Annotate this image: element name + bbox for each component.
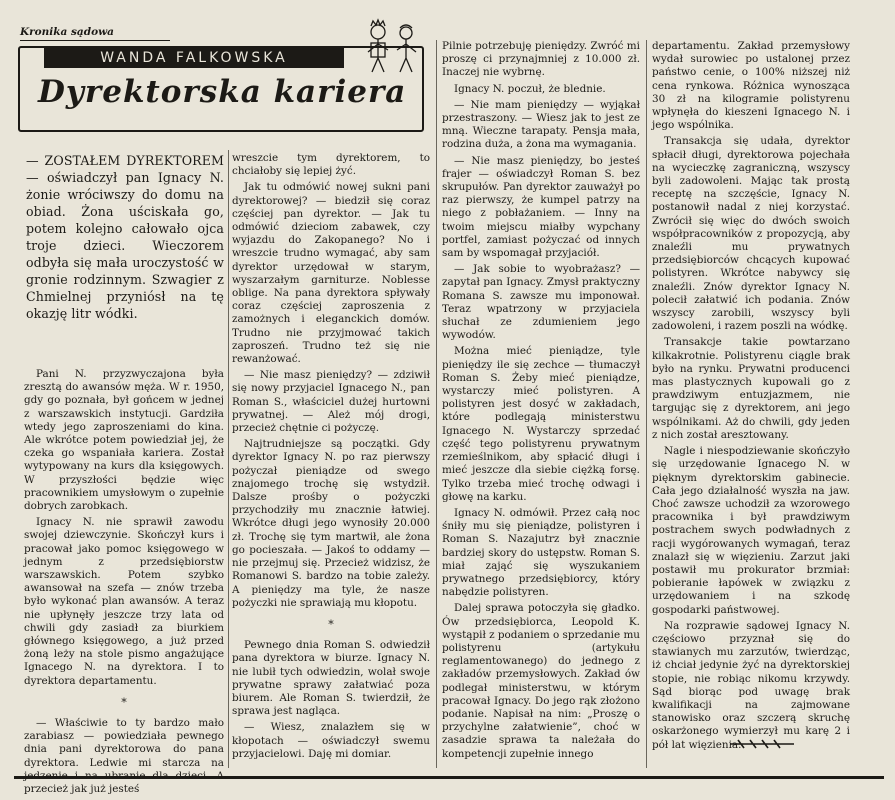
paragraph: — Nie masz pieniędzy, bo jesteś frajer — oświadczył Roman S. bez skrupułów. Pan dyrektor zauważył po raz pierwszy, że kumpel patrzy na niego z pobłażaniem. — Inny na twoim miejscu miałby wypchany portfel, zamiast pożyczać od innych sam by wspomagał przyjaciół. bbox=[442, 154, 640, 260]
section-separator: * bbox=[121, 695, 127, 709]
column-4 bbox=[652, 40, 850, 764]
bottom-rule bbox=[14, 776, 884, 779]
paragraph: Można mieć pieniądze, tyle pieniędzy ile się zechce — tłumaczył Roman S. Żeby mieć pieniądze, wystarczy mieć polistyren. A polistyren jest dosyć w zakładach, które podlegają ministerstwu Ignacego N. Wystarczy sprzedać część tego polistyrenu prywatnym rzemieślnikom, aby spłacić długi i mieć jeszcze dla siebie ciężką forsę. Tylko trzeba mieć trochę odwagi i głowę na karku. bbox=[442, 345, 640, 503]
column-2 bbox=[232, 152, 430, 768]
paragraph: — Nie mam pieniędzy — wyjąkał przestraszony. — Wiesz jak to jest ze mną. Wieczne tarapaty. Pensja mała, rodzina duża, a żona ma wymagania. bbox=[442, 98, 640, 151]
column-divider-1 bbox=[228, 150, 229, 768]
paragraph: Transakcja się udała, dyrektor spłacił długi, dyrektorowa pojechała na wycieczkę zagraniczną, wszyscy byli zadowoleni. Mając tak prostą receptę na szczęście, Ignacy N. postanowił nadal z niej korzystać. Zwrócił się więc do dwóch swoich współpracowników z propozycją, aby znaleźli mu prywatnych przedsiębiorców chcących kupować polistyren. Wkrótce nabywcy się znaleźli. Znów dyrektor Ignacy N. polecił załatwić ich podania. Znów wszyscy zarobili, wszyscy byli zadowoleni, i razem poszli na wódkę. bbox=[652, 135, 850, 333]
paragraph: Pewnego dnia Roman S. odwiedził pana dyrektora w biurze. Ignacy N. nie lubił tych odwiedzin, wolał swoje prywatne sprawy załatwiać poza biurem. Ale Roman S. twierdził, że sprawa jest nagląca. bbox=[232, 639, 430, 718]
paragraph: Dalej sprawa potoczyła się gładko. Ów przedsiębiorca, Leopold K. wystąpił z podaniem o sprzedanie mu polistyrenu (artykułu reglamentowanego) do jednego z zakładów przemysłowych. Zakład ów podlegał ministerstwu, w którym pracował Ignacy. Do jego rąk złożono podanie. Napisał na nim: „Proszę o przychylne załatwienie”, choć w zasadzie sprawa ta należała do kompetencji zupełnie innego bbox=[442, 602, 640, 760]
paragraph: wreszcie tym dyrektorem, to chciałoby się lepiej żyć. bbox=[232, 152, 430, 178]
article-title: Dyrektorska kariera bbox=[38, 74, 407, 110]
article-lead: — ZOSTAŁEM DYREKTOREM — oświadczył pan Ignacy N. żonie wróciwszy do domu na obiad. Żona uściskała go, potem kolejno całowało ojca troje dzieci. Wieczorem odbyła się mała uroczystość w gronie rodzinnym. Szwagier z Chmielnej przyniósł na tę okazję litr wódki. bbox=[26, 153, 224, 321]
column-divider-3 bbox=[646, 40, 647, 768]
paragraph: — Nie masz pieniędzy? — zdziwił się nowy przyjaciel Ignacego N., pan Roman S., właściciel dużej hurtowni prywatnej. — Ależ mój drogi, przecież chętnie ci pożyczę. bbox=[232, 369, 430, 435]
paragraph: Na rozprawie sądowej Ignacy N. częściowo przyznał się do stawianych mu zarzutów, twierdząc, iż chciał jedynie żyć na dyrektorskiej stopie, nie robiąc nikomu krzywdy. Sąd biorąc pod uwagę brak kwalifikacji na zajmowane stanowisko oraz szczerą skruchę oskarżonego wymierzył mu karę 2 i pół lat więzienia. bbox=[652, 619, 850, 751]
paragraph: — Jak sobie to wyobrażasz? — zapytał pan Ignacy. Zmysł praktyczny Romana S. zawsze mu imponował. Teraz wpatrzony w przyjaciela słuchał ze zdumieniem jego wywodów. bbox=[442, 263, 640, 342]
paragraph: — Właściwie to ty bardzo mało zarabiasz — powiedziała pewnego dnia pani dyrektorowa do pana dyrektora. Ledwie mi starcza na przecież jak już jesteś bbox=[24, 717, 224, 796]
paragraph: — Wiesz, znalazłem się w kłopotach — oświadczył swemu przyjacielowi. Daję mi domiar. bbox=[232, 721, 430, 760]
section-label: Kronika sądowa bbox=[20, 26, 114, 38]
paragraph: Ignacy N. poczuł, że blednie. bbox=[454, 82, 606, 95]
paragraph: Nagle i niespodziewanie skończyło się urzędowanie Ignacego N. w pięknym dyrektorskim gabinecie. Cała jego działalność wyszła na jaw. Choć zawsze uchodził za wzorowego pracownika i był prawdziwym postrachem swych podwładnych z racji wygórowanych wymagań, teraz znalazł się w więzieniu. Zarzut jaki postawił mu prokurator brzmiał: pobieranie łapówek w związku z urzędowaniem i na szkodę gospodarki państwowej. bbox=[652, 445, 850, 616]
section-separator: * bbox=[328, 617, 334, 631]
author-bar: WANDA FALKOWSKA bbox=[44, 48, 344, 68]
paragraph: Pani N. przyzwyczajona była zresztą do awansów męża. W r. 1950, gdy go poznała, był gońcem w jednej z warszawskich instytucji. Gardziła wtedy jego zaproszeniami do kina. Ale wkrótce potem powiedział jej, że czeka go wspaniała kariera. Został wytypowany na kurs dla księgowych. W przyszłości będzie więc pracownikiem umysłowym o zupełnie dobrych zarobkach. bbox=[24, 368, 224, 513]
paragraph: Najtrudniejsze są początki. Gdy dyrektor Ignacy N. po raz pierwszy pożyczał pieniądze od swego znajomego trochę się wstydził. Dalsze prośby o pożyczki przychodziły mu znacznie łatwiej. Wkrótce długi jego wynosiły 20.000 zł. Trochę się tym martwił, ale żona go pocieszała. — Jakoś to oddamy — nie przejmuj się. Przecież widzisz, że Romanowi S. bardzo na tobie zależy. A pieniędzy ma tyle, że nasze pożyczki nie sprawiają mu kłopotu. bbox=[232, 438, 430, 609]
paragraph: Ignacy N. nie sprawił zawodu swojej dziewczynie. Skończył kurs i pracował jako pomoc księgowego w jednym z przedsiębiorstw warszawskich. Potem szybko awansował na szefa — znów trzeba było wykonać plan awansów. A teraz nie upłynęły jeszcze trzy lata od chwili gdy zasiadł za biurkiem głównego księgowego, a już przed żoną leży na stole pismo angażujące Ignacego N. na dyrektora. I to dyrektora departamentu. bbox=[24, 516, 224, 687]
section-label-rule bbox=[20, 40, 170, 41]
column-divider-2 bbox=[436, 40, 437, 768]
paragraph: departamentu. Zakład przemysłowy wydał surowiec po ustalonej przez państwo cenie, o 100% niższej niż cena rynkowa. Różnica wynosząca 30 zł na kilogramie polistyrenu wpłynęła do kieszeni Ignacego N. i jego wspólnika. bbox=[652, 40, 850, 132]
paragraph: Ignacy N. odmówił. Przez całą noc śniły mu się pieniądze, polistyren i Roman S. Nazajutrz był znacznie bardziej skory do ustępstw. Roman S. miał zająć się wyszukaniem prywatnego przedsiębiorcy, który nabędzie polistyren. bbox=[442, 506, 640, 599]
column-1 bbox=[24, 368, 224, 796]
end-flourish bbox=[728, 736, 798, 750]
paragraph: Pilnie potrzebuję pieniędzy. Zwróć mi proszę ci przynajmniej z 10.000 zł. Inaczej nie wybrnę. bbox=[442, 40, 640, 79]
column-3 bbox=[442, 40, 640, 768]
paragraph: Jak tu odmówić nowej sukni pani dyrektorowej? — biedził się coraz częściej pan dyrektor. — Jak tu odmówić dzieciom zabawek, czy wyjazdu do Zakopanego? No i wreszcie trudno wymagać, aby sam dyrektor urzędował w starym, wyszarzałym garniturze. Noblesse oblige. Na pana dyrektora spływały coraz częściej zaproszenia z zamożnych i eleganckich domów. Trudno nie przyjmować takich zaproszeń. Trudno też się nie rewanżować. bbox=[232, 181, 430, 366]
paragraph: Transakcje takie powtarzano kilkakrotnie. Polistyrenu ciągle brak było na rynku. Prywatni producenci mas plastycznych kupowali go z prawdziwym entuzjazmem, nie targując się z dyrektorem, ani jego wspólnikami. Aż do chwili, gdy jeden z nich został aresztowany. bbox=[652, 336, 850, 441]
